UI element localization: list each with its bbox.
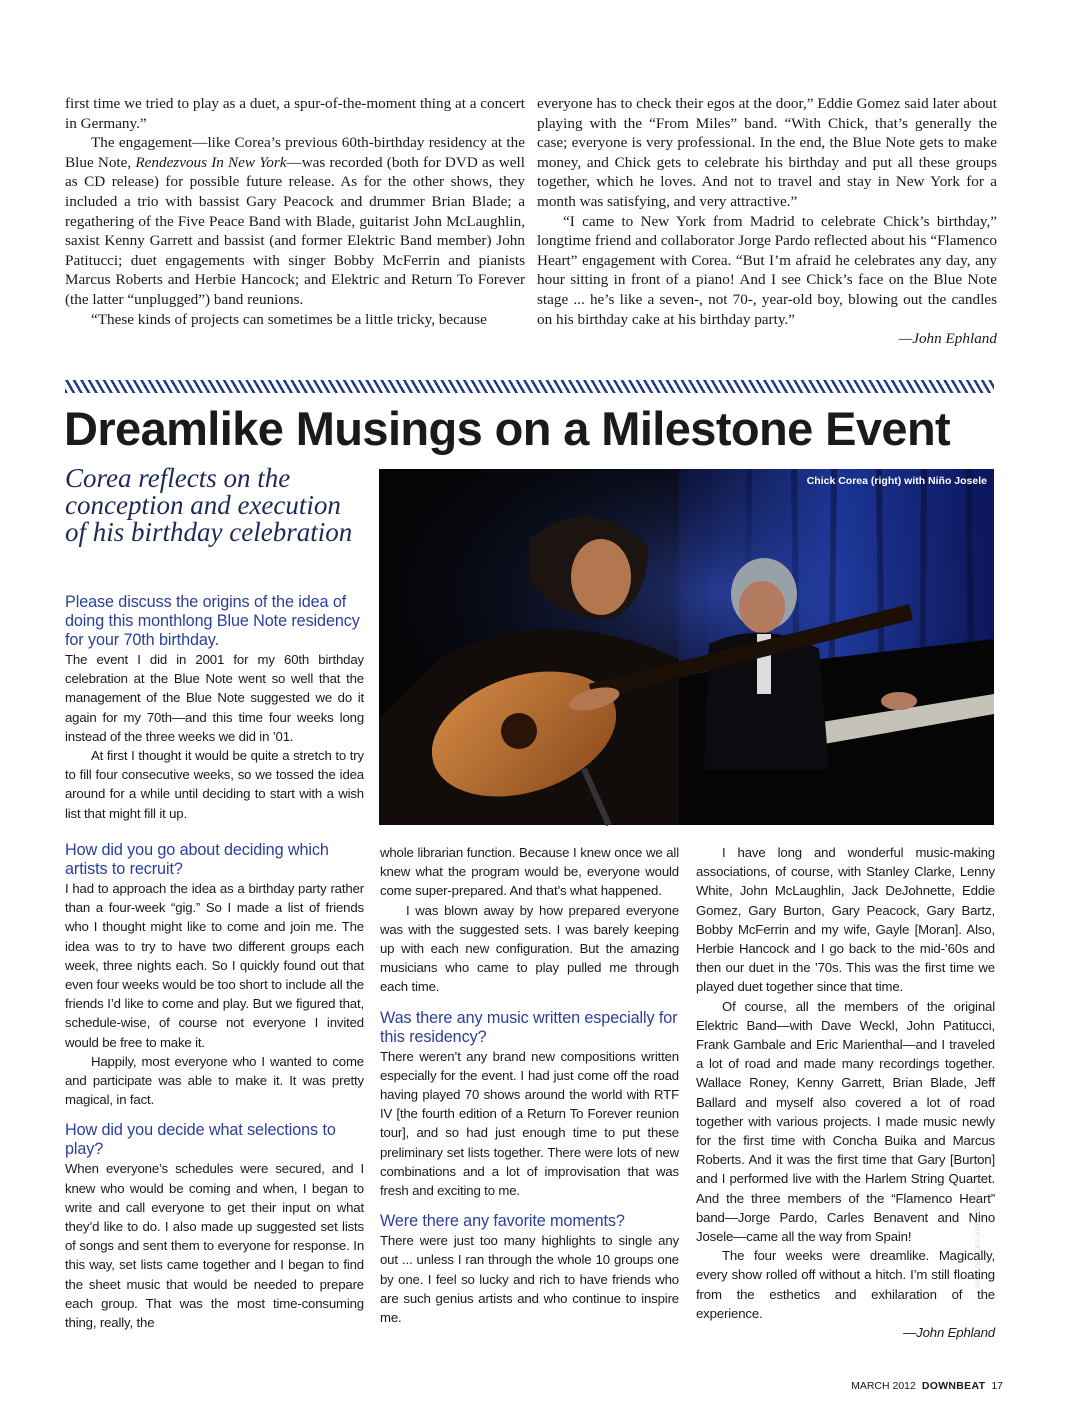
interview-question: How did you go about deciding which artists to recruit? [65, 841, 329, 878]
qa-column-3 [696, 843, 995, 1342]
page-footer [851, 1380, 1003, 1392]
qa-column-2 [380, 843, 679, 1327]
interview-answer: Of course, all the members of the original Elektric Band—with Dave Weckl, John Patitucci, Frank Gambale and Eric Marienthal—and I traveled a lot of road and made many recordings together. Wallace Roney, Kenny Garrett, Brian Blade, Jeff Ballard and myself also covered a lot of road together with various projects. I made music newly for the first time with Concha Buika and Marcus Roberts. And it was the first time that Gary [Burton] and I performed live with the Harlem String Quartet. And the three members of the “Flamenco Heart” band—Jorge Pardo, Carles Benavent and Nino Josele—came all the way from Spain! [696, 998, 995, 1245]
interview-answer: whole librarian function. Because I knew once we all knew what the program would be, everyone would come super-prepared. And that’s what happened. [380, 845, 679, 899]
interview-answer: At first I thought it would be quite a stretch to try to fill four consecutive weeks, so we tossed the idea around for a while until deciding to start with a wish list that might fill it up. [65, 748, 364, 821]
top-article-left-column [65, 94, 525, 329]
interview-answer: There weren’t any brand new compositions written especially for the event. I had just come off the road having played 70 shows around the world with RTF IV [the fourth edition of a Return To Forever reunion tour], and so had just enough time to put these preliminary set lists together. There were lots of new combinations and a lot of improvisation that was fresh and exciting to me. [380, 1048, 679, 1199]
article-deck: Corea reflects on the conception and execution of his birthday celebration [65, 463, 353, 547]
top-paragraph: “I came to New York from Madrid to celebrate Chick’s birthday,” longtime friend and collaborator Jorge Pardo reflected about his “Flamenco Heart” engagement with Corea. “But I’m afraid he celebrates any day, any hour sitting in front of a piano! And I see Chick’s face on the Blue Note stage ... he’s like a seven-, not 70-, year-old boy, blowing out the candles on his birthday cake at his birthday party.” [537, 212, 997, 328]
top-article-right-column [537, 94, 997, 349]
photo-credit: JOHN ROGERS/JOHNROGERSNYC.COM [975, 1157, 982, 1289]
top-paragraph: The engagement—like Corea’s previous 60th-birthday residency at the Blue Note, Rendezvous In New York—was recorded (both for DVD as well as CD release) for possible future release. As for the other shows, they included a trio with bassist Gary Peacock and drummer Brian Blade; a regathering of the Five Peace Band with Blade, guitarist John McLaughlin, saxist Kenny Garrett and bassist (and former Elektric Band member) John Patitucci; duet engagements with singer Bobby McFerrin and pianists Marcus Roberts and Herbie Hancock; and Elektric and Return To Forever (the latter “unplugged”) band reunions. [65, 134, 525, 308]
interview-answer: I had to approach the idea as a birthday party rather than a four-week “gig.” So I made a list of friends who I thought might like to come and join me. The idea was to try to have two different groups each week, three nights each. So I quickly found out that even four weeks would be too short to include all the friends I’d like to come and play. But we figured that, schedule-wise, of course not everyone I invited would be free to make it. [65, 881, 364, 1050]
interview-question: Were there any favorite moments? [380, 1212, 625, 1231]
author-signature: —John Ephland [903, 1325, 995, 1341]
issue-date: MARCH 2012 [851, 1380, 916, 1392]
interview-answer: Happily, most everyone who I wanted to come and participate was able to make it. It was pretty magical, in fact. [65, 1053, 364, 1108]
photo-caption: Chick Corea (right) with Niño Josele [806, 475, 987, 487]
qa-column-1-top [65, 593, 364, 823]
author-signature: —John Ephland [898, 330, 997, 348]
interview-question: Please discuss the origins of the idea of doing this monthlong Blue Note residency for your 70th birthday. [65, 593, 360, 649]
interview-answer: The four weeks were dreamlike. Magically, every show rolled off without a hitch. I’m still floating from the esthetics and exhilaration of the experience. [696, 1248, 995, 1321]
top-paragraph: first time we tried to play as a duet, a spur-of-the-moment thing at a concert in Germany.” [65, 95, 525, 132]
album-title: Rendezvous In New York [135, 153, 287, 171]
photo-illustration [379, 469, 994, 825]
interview-answer: When everyone’s schedules were secured, and I knew who would be coming and when, I began to write and call everyone to get their input on what they’d like to do. I also made up suggested set lists of songs and sent them to everyone for response. In this way, set lists came together and I began to find the sheet music that would be needed to prepare each group. That was the most time-consuming thing, really, the [65, 1161, 364, 1331]
magazine-name: DOWNBEAT [921, 1380, 986, 1392]
interview-question: How did you decide what selections to play? [65, 1121, 336, 1159]
page-number: 17 [991, 1380, 1003, 1392]
interview-question: Was there any music written especially for this residency? [380, 1008, 678, 1046]
interview-answer: I have long and wonderful music-making associations, of course, with Stanley Clarke, Lenny White, John McLaughlin, Jack DeJohnette, Eddie Gomez, Gary Burton, Gary Peacock, Gary Bartz, Bobby McFerrin and my wife, Gayle [Moran]. Also, Herbie Hancock and I go back to the mid-’60s and then our duet in the ’70s. This was the first time we played duet together since that time. [696, 845, 995, 995]
interview-answer: The event I did in 2001 for my 60th birthday celebration at the Blue Note went so well that the management of the Blue Note suggested we do it again for my 70th—and this time four weeks long instead of the three weeks we did in ’01. [65, 652, 364, 744]
decorative-stripe-band [65, 380, 994, 393]
interview-answer: I was blown away by how prepared everyone was with the suggested sets. I was barely keeping up with each new configuration. But the amazing musicians who came to play pulled me through each time. [380, 902, 679, 995]
interview-answer: There were just too many highlights to single any out ... unless I ran through the whole 10 groups one by one. I feel so lucky and rich to have friends who are such genius artists and who continue to inspire me. [380, 1233, 679, 1326]
qa-column-1-bottom [65, 841, 364, 1332]
article-headline: Dreamlike Musings on a Milestone Event [64, 402, 951, 455]
top-paragraph: everyone has to check their egos at the door,” Eddie Gomez said later about playing with the “From Miles” band. “With Chick, that’s generally the case; everyone is very professional. In the end, the Blue Note gets to make money, and Chick gets to celebrate his birthday and put all these groups together, which he loves. And not to travel and stay in New York for a month was satisfying, and very attractive.” [537, 95, 997, 210]
top-paragraph: “These kinds of projects can sometimes be a little tricky, because [91, 310, 487, 328]
